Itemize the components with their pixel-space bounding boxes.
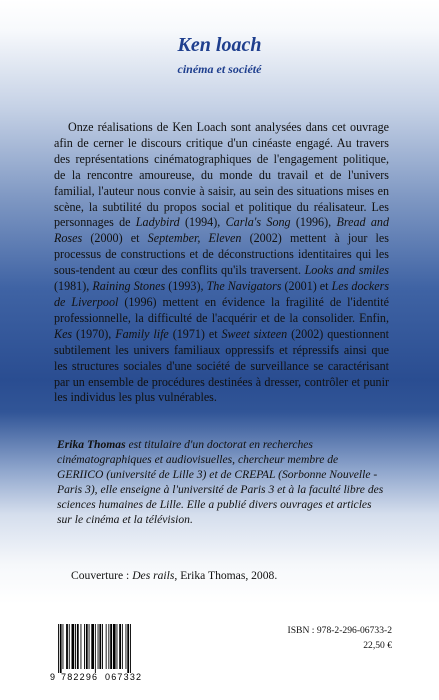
barcode-bar [122, 624, 123, 669]
cover-credit [71, 569, 277, 582]
barcode-bar [84, 624, 85, 669]
barcode-bar [66, 624, 68, 669]
summary-text: (1970), [72, 326, 116, 341]
isbn-text: ISBN : 978-2-296-06733-2 [287, 625, 392, 636]
barcode-bar [60, 624, 62, 673]
summary-text: (1996) mettent en évidence la fragilité de l'identité professionnelle, la difficulté de l'acquérir et de la consolider. Enfin, [54, 294, 389, 325]
barcode-bar [86, 624, 88, 669]
barcode-bar [119, 624, 121, 669]
film-title: Family life [115, 326, 169, 341]
barcode-group-2: 067332 [105, 672, 143, 682]
summary-text: Onze réalisations de Ken Loach sont analysées dans cet ouvrage afin de cerner le discours critique d'un cinéaste engagé. Au travers des représentations cinématographiques de l'engagement politique, de la rencontre amoureuse, du monde du travail et de l'univers familial, l'auteur nous convie à saisir, au sein des situations mises en scène, la subtilité du propos social et politique du réalisateur. Les personnages de [54, 120, 389, 230]
summary-text: (1996), [290, 215, 337, 230]
barcode-bar [102, 624, 103, 669]
summary-text: (2002) mettent à jour les processus de constructions et de déconstructions identitaires qui les sous-tendent au cœur des conflits qu'ils traversent. [54, 231, 389, 278]
barcode-bar [72, 624, 75, 669]
author-bio-text: est titulaire d'un doctorat en recherches cinématographiques et audiovisuelles, chercheur membre de GERIICO (université de Lille 3) et de CREPAL (Sorbonne Nouvelle - Paris 3), elle enseigne à l'université de Paris 3 et à la faculté libre des sciences humaines de Lille. Elle a publié divers ouvrages et articles sur le cinéma et la télévision. [57, 438, 384, 526]
barcode-bar [58, 624, 59, 673]
barcode-bar [95, 624, 96, 673]
book-subtitle: cinéma et société [177, 62, 262, 76]
barcode-bar [91, 624, 94, 669]
film-title: Carla's Song [225, 215, 291, 230]
barcode-bar [106, 624, 107, 669]
film-title: Raining Stones [92, 279, 166, 294]
barcode-group-1: 782296 [61, 672, 99, 682]
film-title: Ladybird [135, 215, 180, 230]
barcode-bar [75, 624, 76, 669]
film-title: Bread and Roses [54, 215, 390, 246]
barcode-bar [110, 624, 112, 669]
barcode-graphic [47, 621, 155, 683]
barcode-bar [63, 624, 64, 669]
barcode-bar [108, 624, 109, 669]
summary-text: (1994), [179, 215, 226, 230]
film-title: The Navigators [206, 279, 282, 294]
summary-text: (1981), [54, 279, 93, 294]
barcode-first-digit: 9 [50, 672, 56, 682]
price-text: 22,50 € [363, 640, 392, 651]
author-bio [57, 437, 385, 527]
book-title: Ken loach [177, 34, 262, 56]
barcode-bar [130, 624, 131, 673]
barcode [47, 621, 155, 683]
summary-text: (2002) questionnent subtilement les univers familiaux oppressifs et répressifs ainsi que les structures sociales d'une société de surveillance se caractérisant par un ensemble de procédures destinées à dresser, contrôler et punir les individus les plus vulnérables. [54, 326, 390, 405]
cover-artwork-title: Des rails [132, 569, 175, 582]
barcode-bar [99, 624, 101, 669]
barcode-bar [77, 624, 79, 669]
barcode-bar [81, 624, 82, 669]
summary-text: (2001) et [281, 279, 332, 294]
barcode-bar [98, 624, 99, 669]
summary-text: (1971) et [168, 326, 222, 341]
barcode-bar [126, 624, 127, 669]
cover-credit-rest: , Erika Thomas, 2008. [174, 569, 278, 582]
cover-credit-label: Couverture : [71, 569, 133, 582]
summary-paragraph [54, 120, 389, 406]
barcode-bar [113, 624, 116, 669]
barcode-bar [117, 624, 118, 669]
film-title: Les dockers de Liverpool [54, 279, 390, 309]
film-title: Kes [54, 326, 73, 341]
film-title: Looks and smiles [304, 263, 389, 278]
film-title: September, Eleven [147, 231, 242, 246]
barcode-bar [127, 624, 129, 673]
summary-text: (2000) et [82, 231, 148, 246]
author-name: Erika Thomas [57, 438, 126, 451]
summary-text: (1993), [165, 279, 207, 294]
film-title: Sweet sixteen [221, 326, 288, 341]
barcode-bar [89, 624, 90, 669]
barcode-bar [69, 624, 70, 669]
